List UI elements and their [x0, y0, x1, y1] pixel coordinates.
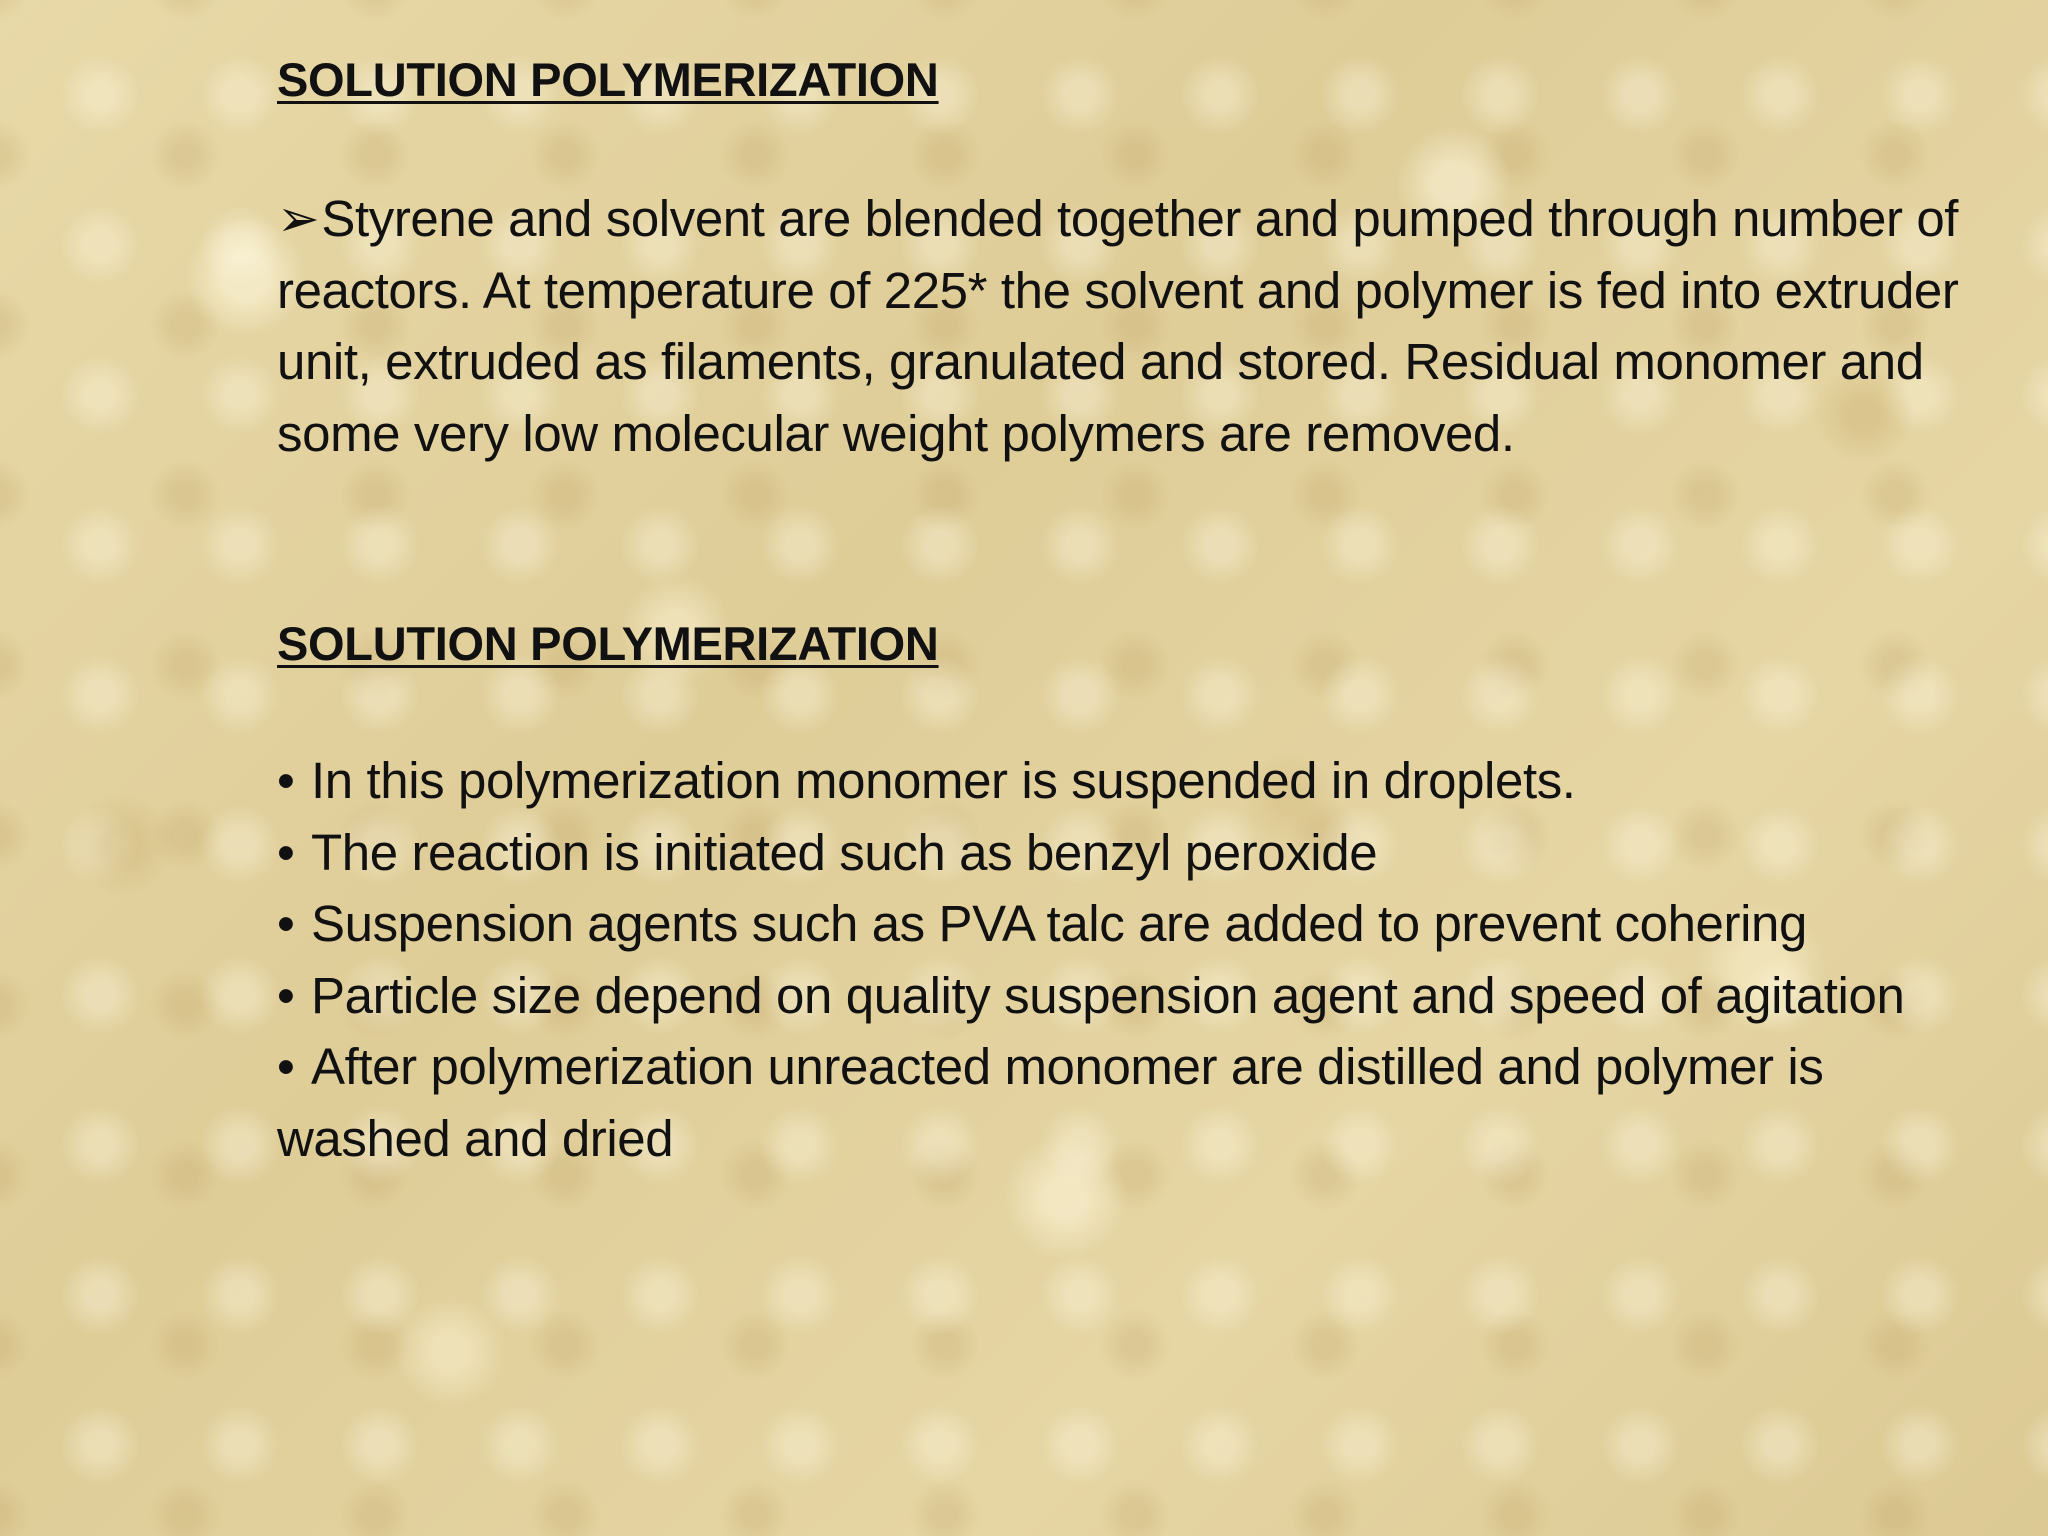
list-item-text: Particle size depend on quality suspension agent and speed of agitation — [311, 966, 1905, 1024]
bullet-dot-icon: • — [277, 752, 295, 809]
bullet-dot-icon: • — [277, 1038, 295, 1095]
bullet-dot-icon: • — [277, 823, 295, 881]
section-heading-2: SOLUTION POLYMERIZATION — [277, 617, 939, 670]
bullet-dot-icon: • — [277, 966, 295, 1024]
paragraph-text: Styrene and solvent are blended together and pumped through number of reactors. At temperature of 225* the solvent and polymer is fed into extruder unit, extruded as filaments, granulated and stored. Residual monomer and some very low molecular weight polymers are removed. — [277, 190, 1959, 462]
list-item-text: Suspension agents such as PVA talc are added to prevent cohering — [311, 895, 1807, 952]
list-item-text: The reaction is initiated such as benzyl peroxide — [311, 823, 1378, 881]
list-item — [277, 745, 2007, 817]
list-item-text: In this polymerization monomer is suspended in droplets. — [311, 752, 1576, 809]
bullet-dot-icon: • — [277, 895, 295, 952]
list-item — [277, 888, 2007, 960]
section-1-paragraph — [277, 183, 2007, 469]
list-item — [277, 817, 2007, 889]
list-item-text: After polymerization unreacted monomer are distilled and polymer is washed and dried — [277, 1038, 1824, 1167]
bullet-list — [277, 745, 2007, 1174]
list-item — [277, 1031, 2007, 1174]
section-heading-1: SOLUTION POLYMERIZATION — [277, 53, 939, 106]
list-item — [277, 960, 2007, 1032]
arrow-bullet-icon: ➢ — [277, 190, 320, 247]
